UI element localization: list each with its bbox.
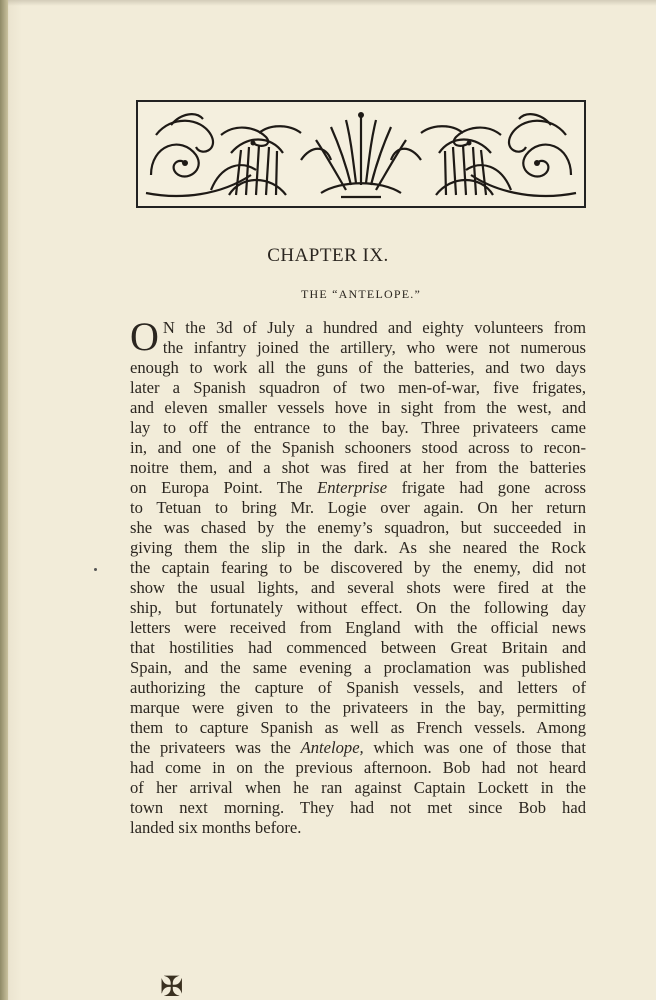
text-line: had come in on the previous afternoon. Bob had not heard [130,758,586,777]
text-line: the infantry joined the artillery, who were not numerous [162,338,586,357]
text-line: Spain, and the same evening a proclamation was published [130,658,586,677]
text-line: marque were given to the privateers in the bay, permitting [130,698,586,717]
chapter-title: CHAPTER IX. [267,245,389,266]
ornament-scrollwork-icon [141,105,581,203]
text-line: of her arrival when he ran against Captain Lockett in the [130,778,586,797]
text-line: and eleven smaller vessels hove in sight from the west, and [130,398,586,417]
text-line: enough to work all the guns of the batteries, and two days [130,358,586,377]
ship-name-enterprise: Enterprise [317,478,388,497]
text-line: she was chased by the enemy’s squadron, but succeeded in [130,518,586,537]
text-line: them to capture Spanish as well as French vessels. Among [130,718,586,737]
drop-cap: O [130,314,159,359]
text-fragment: on Europa Point. The [130,478,318,497]
text-line: giving them the slip in the dark. As she neared the Rock [130,538,586,557]
text-line [130,478,586,498]
text-line: town next morning. They had not met since Bob had [130,798,586,817]
text-fragment: which was one of those that [363,738,586,757]
text-line-last: landed six months before. [130,818,302,837]
text-line: in, and one of the Spanish schooners stood across to recon- [130,438,586,457]
chapter-body-text [130,314,586,838]
text-fragment: frigate had gone across [387,478,586,497]
ship-name-antelope: Antelope, [300,738,364,757]
text-line: later a Spanish squadron of two men-of-war, five frigates, [130,378,586,397]
text-line: the captain fearing to be discovered by the enemy, did not [130,558,586,577]
text-line: that hostilities had commenced between Great Britain and [130,638,586,657]
page-corner-mark-icon: ✠ [160,972,184,1000]
text-fragment: the privateers was the [130,738,301,757]
text-line: authorizing the capture of Spanish vessels, and letters of [130,678,586,697]
text-line: ship, but fortunately without effect. On the following day [130,598,586,617]
text-line: show the usual lights, and several shots were fired at the [130,578,586,597]
chapter-subtitle: THE “ANTELOPE.” [301,287,421,301]
margin-mark [94,568,97,571]
text-line [130,738,586,758]
text-line: letters were received from England with the official news [130,618,586,637]
page-spine-edge [0,0,8,1000]
text-line: lay to off the entrance to the bay. Three privateers came [130,418,586,437]
text-line: to Tetuan to bring Mr. Logie over again. On her return [130,498,586,517]
text-line: N the 3d of July a hundred and eighty volunteers from [162,318,586,337]
ornamental-headpiece [136,100,586,208]
text-line: noitre them, and a shot was fired at her from the batteries [130,458,586,477]
